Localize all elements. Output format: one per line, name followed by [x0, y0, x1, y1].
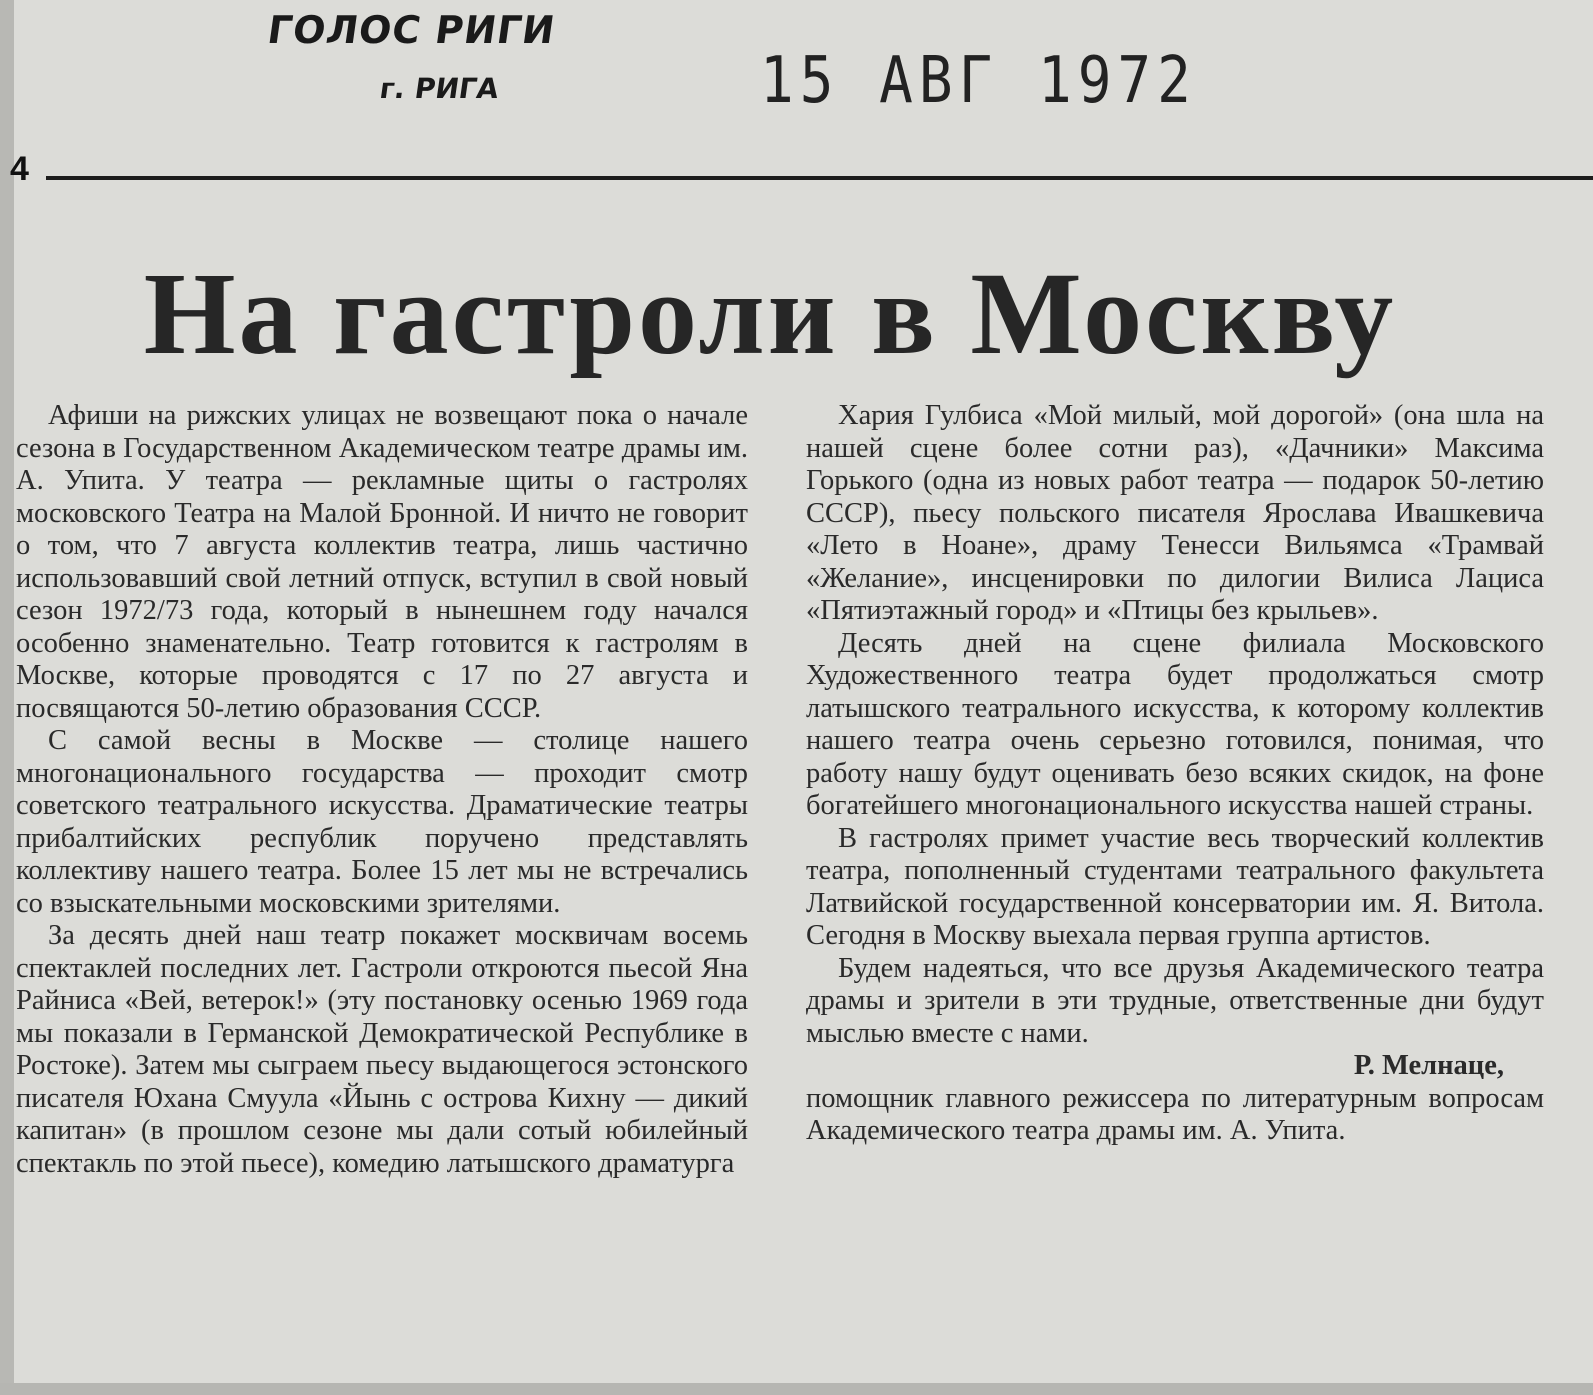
author-signature: Р. Мелнаце,: [1353, 1050, 1504, 1081]
paper-edge-left: [0, 0, 14, 1395]
article-paragraph: Будем надеяться, что все друзья Академического театра драмы и зрители в эти трудные, ответственные дни будут мыслью вместе с нами.: [806, 952, 1544, 1049]
article-paragraph: Хария Гулбиса «Мой милый, мой дорогой» (она шла на нашей сцене более сотни раз), «Дачники» Максима Горького (одна из новых работ театра — подарок 50-летию СССР), пьесу польского писателя Ярослава Ивашкевича «Лето в Ноане», драму Тенесси Вильямса «Трамвай «Желание», инсценировки по дилогии Вилиса Лациса «Пятиэтажный город» и «Птицы без крыльев».: [806, 400, 1544, 626]
page-number: 4: [10, 150, 29, 188]
article-paragraph: В гастролях примет участие весь творческий коллектив театра, пополненный студентами театрального факультета Латвийской государственной консерватории им. Я. Витола. Сегодня в Москву выехала первая группа артистов.: [806, 822, 1544, 951]
article-column-right: [806, 400, 1544, 1148]
article-column-left: [16, 400, 748, 1180]
headline: На гастроли в Москву: [143, 248, 1397, 379]
header-rule: [46, 176, 1593, 180]
stamp-newspaper-name: ГОЛОС РИГИ: [264, 8, 559, 52]
article-paragraph: Десять дней на сцене филиала Московского Художественного театра будет продолжаться смотр латышского театрального искусства, к которому коллектив нашего театра очень серьезно готовился, понимая, что работу нашу будут оценивать безо всяких скидок, на фоне богатейшего многонационального искусства нашей страны.: [806, 627, 1544, 821]
article-paragraph: За десять дней наш театр покажет москвичам восемь спектаклей последних лет. Гастроли откроются пьесой Яна Райниса «Вей, ветерок!» (эту постановку осенью 1969 года мы показали в Германской Демократической Республике в Ростоке). Затем мы сыграем пьесу выдающегося эстонского писателя Юхана Смуула «Йынь с острова Кихну — дикий капитан» (в прошлом сезоне мы дали сотый юбилейный спектакль по этой пьесе), комедию латышского драматурга: [16, 920, 748, 1179]
stamp-date: 15 АВГ 1972: [760, 43, 1197, 118]
stamp-city: г. РИГА: [377, 72, 501, 105]
paper-edge-bottom: [0, 1383, 1593, 1395]
author-position: помощник главного режиссера по литературным вопросам Академического театра драмы им. А. Упита.: [806, 1082, 1544, 1146]
article-paragraph: С самой весны в Москве — столице нашего многонационального государства — проходит смотр советского театрального искусства. Драматические театры прибалтийских республик поручено представлять коллективу нашего театра. Более 15 лет мы не встречались со взыскательными московскими зрителями.: [16, 725, 748, 919]
article-paragraph: Афиши на рижских улицах не возвещают пока о начале сезона в Государственном Академическом театре драмы им. А. Упита. У театра — рекламные щиты о гастролях московского Театра на Малой Бронной. И ничто не говорит о том, что 7 августа коллектив театра, лишь частично использовавший свой летний отпуск, вступил в свой новый сезон 1972/73 года, который в нынешнем году начался особенно знаменательно. Театр готовится к гастролям в Москве, которые проводятся с 17 по 27 августа и посвящаются 50-летию образования СССР.: [16, 400, 748, 724]
